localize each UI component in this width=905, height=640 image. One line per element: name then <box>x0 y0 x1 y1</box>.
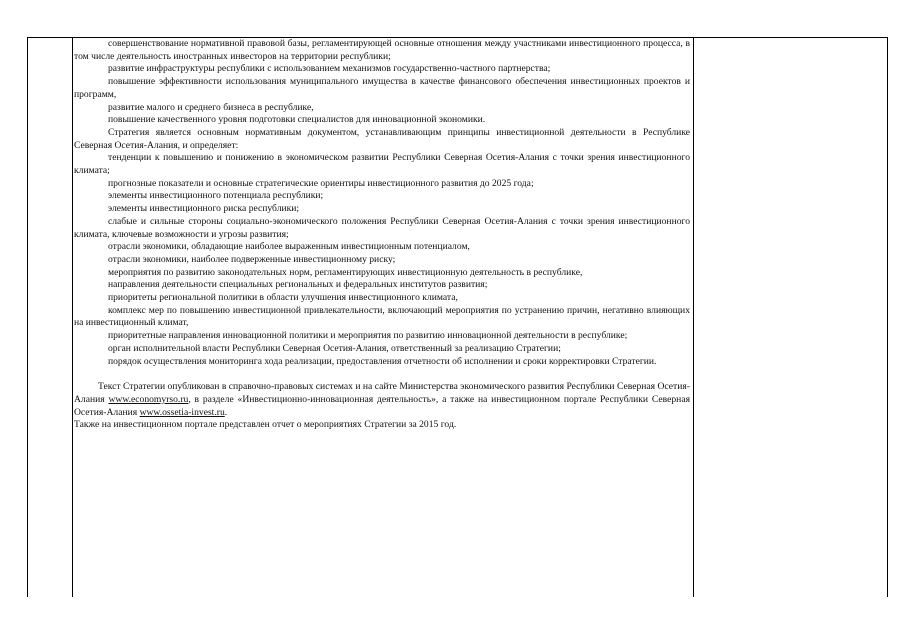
list-item: повышение качественного уровня подготовки специалистов для инновационной экономики. <box>108 114 486 126</box>
economy-ministry-link[interactable]: www.economyrso.ru <box>108 393 189 405</box>
table-left-border <box>27 37 28 597</box>
table-cell-text <box>74 38 690 432</box>
list-item: развитие малого и среднего бизнеса в республике, <box>108 101 314 113</box>
table-column-divider-2 <box>693 37 694 597</box>
paragraph-gap <box>74 368 690 381</box>
list-item: приоритетные направления инновационной политики и мероприятия по развитию инновационной деятельности в республике; <box>108 330 628 342</box>
publication-paragraph <box>74 381 690 419</box>
list-item: повышение эффективности использования муниципального имущества в качестве финансового обеспечения инвестиционных проектов и программ, <box>74 76 690 100</box>
table-right-border <box>887 37 888 597</box>
list-item: направления деятельности специальных региональных и федеральных институтов развития; <box>108 279 488 291</box>
list-item: совершенствование нормативной правовой базы, регламентирующей основные отношения между участниками инвестиционного процесса, в том числе деятельность иностранных инвесторов на территории республики; <box>74 38 690 62</box>
paragraph: Стратегия является основным нормативным документом, устанавливающим принципы инвестиционной деятельности в Республике Северная Осетия-Алания, и определяет: <box>74 126 690 151</box>
publication-text: , в разделе «Инвестиционно-инновационная деятельность», а также на инвестиционном портале Республики Северная Осетия-Алания <box>74 393 690 418</box>
table-column-divider-1 <box>72 37 73 597</box>
list-item: слабые и сильные стороны социально-экономического положения Республики Северная Осетия-Алания с точки зрения инвестиционного климата, ключевые возможности и угрозы развития; <box>74 215 690 240</box>
list-item: прогнозные показатели и основные стратегические ориентиры инвестиционного развития до 2025 года; <box>108 177 534 189</box>
list-item: порядок осуществления мониторинга хода реализации, предоставления отчетности об исполнении и сроки корректировки Стратегии. <box>108 355 657 367</box>
list-item: отрасли экономики, обладающие наиболее выраженным инвестиционным потенциалом, <box>108 241 470 253</box>
list-item: отрасли экономики, наиболее подверженные инвестиционному риску; <box>108 253 396 265</box>
list-item: приоритеты региональной политики в области улучшения инвестиционного климата, <box>108 292 458 304</box>
publication-text: . <box>224 406 228 418</box>
report-note: Также на инвестиционном портале представлен отчет о мероприятиях Стратегии за 2015 год. <box>74 419 457 431</box>
list-item: элементы инвестиционного потенциала республики; <box>108 190 324 202</box>
list-item: комплекс мер по повышению инвестиционной привлекательности, включающий мероприятия по устранению причин, негативно влияющих на инвестиционный климат, <box>74 304 690 329</box>
investment-portal-link[interactable]: www.ossetia-invest.ru <box>139 406 225 418</box>
list-item: тенденции к повышению и понижению в экономическом развитии Республики Северная Осетия-Алания с точки зрения инвестиционного климата; <box>74 152 690 177</box>
list-item: элементы инвестиционного риска республики; <box>108 203 300 215</box>
list-item: орган исполнительной власти Республики Северная Осетия-Алания, ответственный за реализацию Стратегии; <box>108 342 561 354</box>
list-item: мероприятия по развитию законодательных норм, регламентирующих инвестиционную деятельность в республике, <box>108 266 583 278</box>
publication-text: Текст Стратегии опубликован в справочно-правовых системах и на сайте Министерства экономического развития Республики Северная Осетия-Алания <box>74 381 690 405</box>
list-item: развитие инфраструктуры республики с использованием механизмов государственно-частного партнерства; <box>108 63 551 75</box>
